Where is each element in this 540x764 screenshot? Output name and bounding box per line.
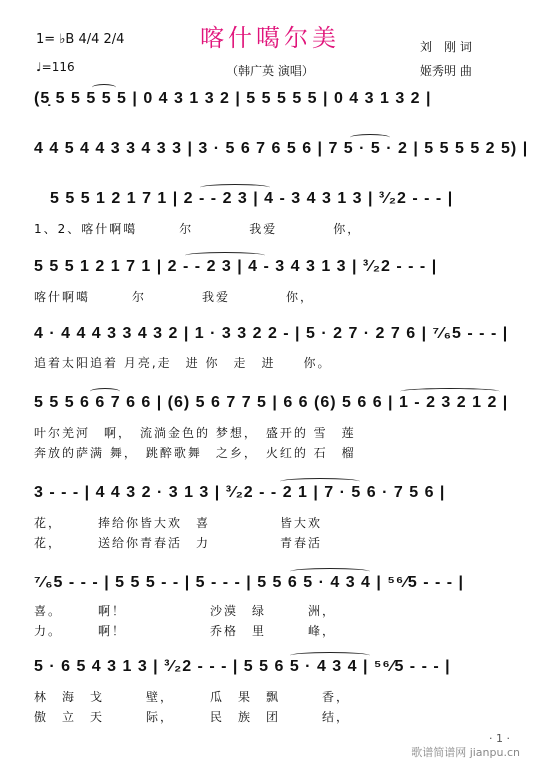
score-line-5-lyrics: 追着太阳追着 月亮,走 进 你 走 进 你。	[34, 356, 332, 370]
score-line-8-lyrics-verse2: 力。 啊！ 乔格 里 峰，	[34, 624, 337, 638]
singer-credit: （韩广英 演唱）	[226, 64, 314, 78]
score-line-6-lyrics-verse1: 叶尔羌河 啊， 流淌金色的 梦想， 盛开的 雪 莲	[34, 426, 356, 440]
score-line-8-notes: ⁷⁄₆5 - - - | 5 5 5 - - | 5 - - - | 5 5 6 5 · 4 3 4 | ⁵⁶⁄5 - - - |	[34, 574, 465, 591]
score-line-6-notes: 5 5 5 6 6 7 6 6 | (6) 5 6 7 7 5 | 6 6 (6) 5 6 6 | 1 - 2 3 2 1 2 |	[34, 394, 509, 411]
slur-mark	[280, 478, 360, 485]
key-signature: 1= ♭B 4/4 2/4	[36, 32, 125, 47]
score-line-5-notes: 4 · 4 4 4 3 3 4 3 2 | 1 · 3 3 2 2 - | 5 · 2 7 · 2 7 6 | ⁷⁄₆5 - - - |	[34, 325, 509, 342]
slur-mark	[185, 252, 265, 259]
score-line-9-notes: 5 · 6 5 4 3 1 3 | ³⁄₂2 - - - | 5 5 6 5 · 4 3 4 | ⁵⁶⁄5 - - - |	[34, 658, 451, 675]
composer-credit: 姬秀明 曲	[420, 64, 472, 78]
score-line-3-notes: 5 5 5 1 2 1 7 1 | 2 - - 2 3 | 4 - 3 4 3 1 3 | ³⁄₂2 - - - |	[50, 190, 454, 207]
score-line-9-lyrics-verse1: 林 海 戈 壁， 瓜 果 飘 香，	[34, 690, 351, 704]
slur-mark	[200, 184, 270, 191]
score-line-1-notes: (5̣ 5 5 5 5 5 | 0 4 3 1 3 2 | 5 5 5 5 5 | 0 4 3 1 3 2 |	[34, 90, 432, 107]
score-line-8-lyrics-verse1: 喜。 啊！ 沙漠 绿 洲，	[34, 604, 337, 618]
score-line-6-lyrics-verse2: 奔放的萨满 舞， 跳醉歌舞 之乡， 火红的 石 榴	[34, 446, 356, 460]
score-line-2-notes: 4 4 5 4 4 3 3 4 3 3 | 3 · 5 6 7 6 5 6 | 7 5 · 5 · 2 | 5 5 5 5 2 5) |	[34, 140, 529, 157]
lyricist-credit: 刘 刚 词	[420, 40, 472, 54]
slur-mark	[90, 388, 120, 395]
score-line-7-lyrics-verse2: 花， 送给你青春活 力 青春活	[34, 536, 323, 550]
score-line-7-lyrics-verse1: 花， 捧给你皆大欢 喜 皆大欢	[34, 516, 323, 530]
score-line-9-lyrics-verse2: 傲 立 天 际， 民 族 团 结，	[34, 710, 351, 724]
slur-mark	[350, 134, 390, 141]
page-number: · 1 ·	[489, 732, 510, 745]
score-line-4-lyrics: 喀什啊噶 尔 我爱 你，	[34, 290, 315, 304]
song-title: 喀什噶尔美	[200, 24, 340, 52]
slur-mark	[92, 84, 116, 91]
slur-mark	[290, 568, 370, 575]
score-line-3-lyrics: 1、2、喀什啊噶 尔 我爱 你，	[34, 222, 362, 236]
slur-mark	[400, 388, 500, 395]
site-watermark: 歌谱简谱网 jianpu.cn	[411, 746, 520, 759]
score-line-4-notes: 5 5 5 1 2 1 7 1 | 2 - - 2 3 | 4 - 3 4 3 1 3 | ³⁄₂2 - - - |	[34, 258, 438, 275]
score-line-7-notes: 3 - - - | 4 4 3 2 · 3 1 3 | ³⁄₂2 - - 2 1 | 7 · 5 6 · 7 5 6 |	[34, 484, 446, 501]
tempo-marking: ♩=116	[36, 60, 75, 74]
slur-mark	[290, 652, 370, 659]
